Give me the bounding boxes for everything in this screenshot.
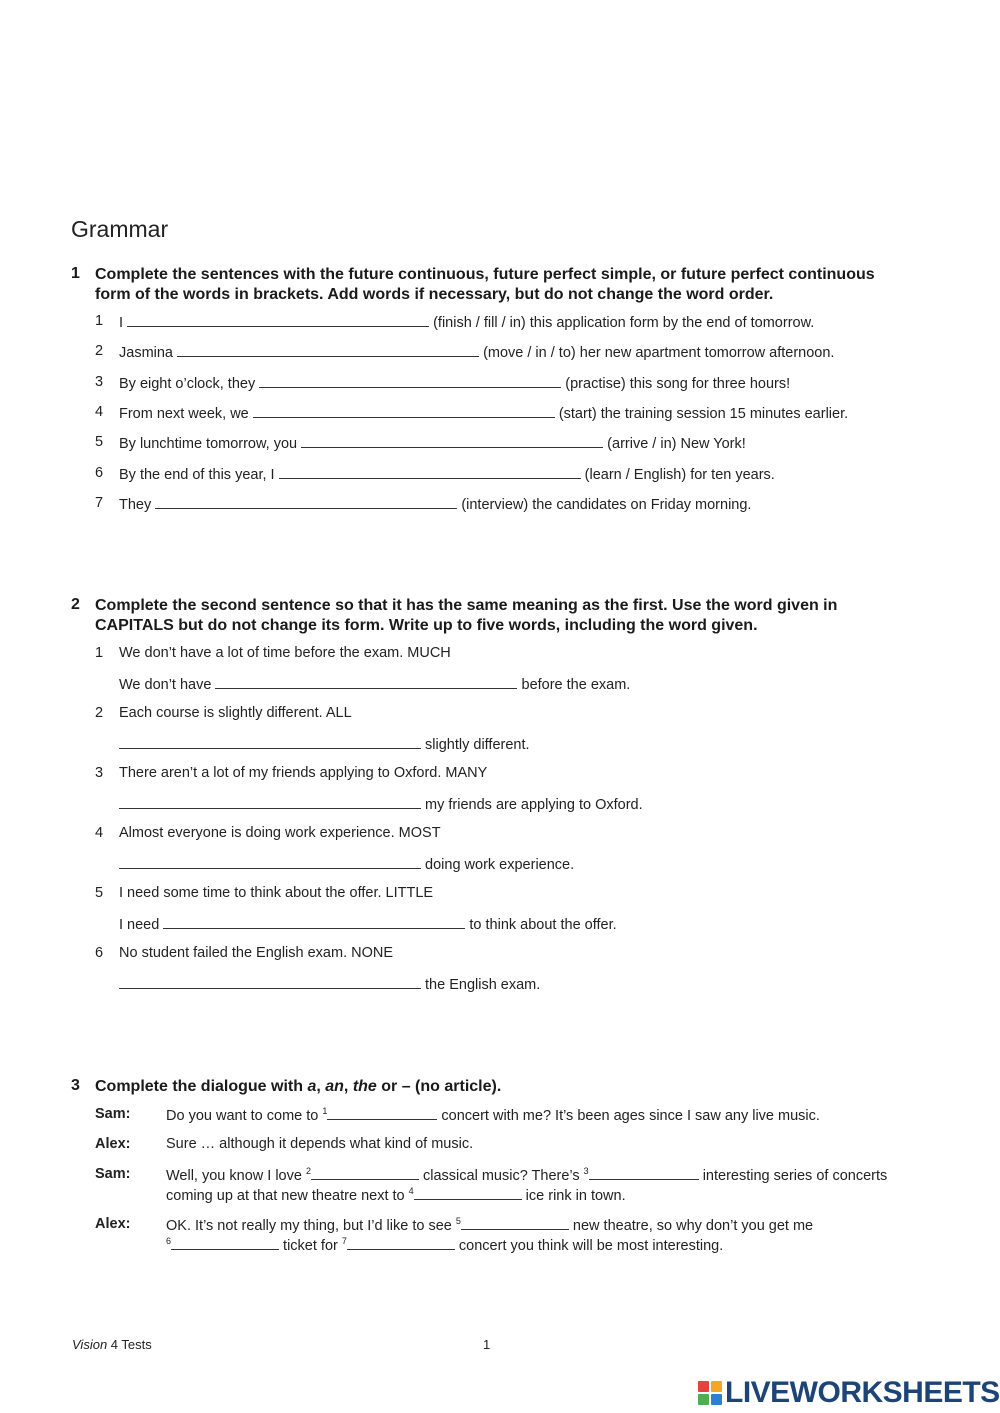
answer-blank[interactable] — [119, 795, 421, 809]
rewrite-end: before the exam. — [521, 677, 631, 693]
sentence-line — [119, 404, 848, 422]
exercise-2-number: 2 — [71, 596, 80, 613]
answer-blank[interactable] — [279, 465, 581, 479]
liveworksheets-logo-text: LIVEWORKSHEETS — [725, 1376, 1000, 1409]
exercise-1-instruction-line2: form of the words in brackets. Add words if necessary, but do not change the word order. — [95, 286, 774, 303]
exercise-2-instruction-line1: Complete the second sentence so that it has the same meaning as the first. Use the word given in — [95, 597, 838, 614]
prompt-sentence: There aren’t a lot of my friends applying to Oxford. MANY — [119, 765, 488, 781]
answer-blank-gap-1[interactable] — [327, 1106, 437, 1120]
speaker-sam: Sam: — [95, 1166, 131, 1182]
answer-blank[interactable] — [163, 915, 465, 929]
rewrite-line — [119, 975, 540, 993]
dialogue-line-4a: OK. It’s not really my thing, but I’d like to see $^5$ new theatre, so why don’t you get me — [166, 1216, 814, 1234]
rewrite-end: the English exam. — [425, 977, 541, 993]
item-number: 4 — [95, 825, 104, 841]
dialogue-line-3a: Well, you know I love $^2$ classical music? There’s $^3$ interesting series of concerts — [166, 1166, 888, 1184]
answer-blank[interactable] — [127, 313, 429, 327]
sentence-start: They — [119, 497, 152, 513]
liveworksheets-logo — [698, 1376, 1000, 1410]
item-number: 7 — [95, 495, 104, 511]
rewrite-line — [119, 735, 530, 753]
answer-blank[interactable] — [301, 434, 603, 448]
item-number: 4 — [95, 404, 104, 420]
rewrite-start: We don’t have — [119, 677, 212, 693]
dialogue-line-2: Sure … although it depends what kind of music. — [166, 1136, 474, 1152]
answer-blank-gap-7[interactable] — [347, 1236, 455, 1250]
answer-blank[interactable] — [253, 404, 555, 418]
exercise-1-instruction-line1: Complete the sentences with the future continuous, future perfect simple, or future perfect continuous — [95, 266, 875, 283]
sentence-line — [119, 495, 751, 513]
prompt-sentence: I need some time to think about the offer. LITTLE — [119, 885, 434, 901]
speaker-alex: Alex: — [95, 1136, 131, 1152]
sentence-end: (arrive / in) New York! — [607, 436, 746, 452]
sentence-line — [119, 434, 746, 452]
answer-blank[interactable] — [119, 855, 421, 869]
sentence-start: I — [119, 315, 124, 331]
sentence-start: Jasmina — [119, 345, 173, 361]
sentence-line — [119, 465, 775, 483]
answer-blank-gap-2[interactable] — [311, 1166, 419, 1180]
rewrite-end: doing work experience. — [425, 857, 575, 873]
item-number: 5 — [95, 885, 104, 901]
rewrite-start: I need — [119, 917, 160, 933]
sentence-end: (start) the training session 15 minutes earlier. — [558, 406, 849, 422]
rewrite-line — [119, 915, 617, 933]
rewrite-end: to think about the offer. — [469, 917, 617, 933]
sentence-start: From next week, we — [119, 406, 249, 422]
rewrite-line — [119, 675, 630, 693]
prompt-sentence: No student failed the English exam. NONE — [119, 945, 394, 961]
sentence-start: By lunchtime tomorrow, you — [119, 436, 298, 452]
answer-blank[interactable] — [119, 975, 421, 989]
liveworksheets-logo-icon — [698, 1381, 722, 1405]
answer-blank[interactable] — [119, 735, 421, 749]
gap-number-1: 1 — [322, 1106, 328, 1116]
sentence-line — [119, 343, 834, 361]
item-number: 3 — [95, 765, 104, 781]
exercise-3-instruction: Complete the dialogue with a, an, the or – (no article). — [95, 1078, 502, 1095]
answer-blank-gap-4[interactable] — [414, 1186, 522, 1200]
prompt-sentence: Each course is slightly different. ALL — [119, 705, 352, 721]
item-number: 2 — [95, 705, 104, 721]
sentence-end: (practise) this song for three hours! — [565, 376, 791, 392]
rewrite-end: my friends are applying to Oxford. — [425, 797, 643, 813]
answer-blank[interactable] — [259, 374, 561, 388]
speaker-sam: Sam: — [95, 1106, 131, 1122]
item-number: 6 — [95, 465, 104, 481]
sentence-start: By eight o’clock, they — [119, 376, 256, 392]
exercise-1-number: 1 — [71, 265, 80, 282]
sentence-end: (learn / English) for ten years. — [584, 467, 775, 483]
sentence-line — [119, 374, 790, 392]
section-title: Grammar — [71, 216, 169, 242]
rewrite-end: slightly different. — [425, 737, 530, 753]
sentence-start: By the end of this year, I — [119, 467, 275, 483]
dialogue-line-1: Do you want to come to $^1$ concert with me? It’s been ages since I saw any live music. — [166, 1106, 820, 1124]
sentence-end: (move / in / to) her new apartment tomorrow afternoon. — [483, 345, 835, 361]
answer-blank[interactable] — [215, 675, 517, 689]
item-number: 3 — [95, 374, 104, 390]
item-number: 5 — [95, 434, 104, 450]
prompt-sentence: Almost everyone is doing work experience. MOST — [119, 825, 441, 841]
dialogue-line-4b: $^6$ ticket for $^7$ concert you think will be most interesting. — [166, 1236, 724, 1254]
item-number: 1 — [95, 313, 104, 329]
rewrite-line — [119, 855, 574, 873]
item-number: 6 — [95, 945, 104, 961]
sentence-end: (interview) the candidates on Friday morning. — [461, 497, 752, 513]
answer-blank-gap-3[interactable] — [589, 1166, 699, 1180]
footer-book-title: Vision 4 Tests — [72, 1337, 152, 1352]
prompt-sentence: We don’t have a lot of time before the exam. MUCH — [119, 645, 451, 661]
speaker-alex: Alex: — [95, 1216, 131, 1232]
sentence-line — [119, 313, 814, 331]
answer-blank[interactable] — [155, 495, 457, 509]
exercise-3-number: 3 — [71, 1077, 80, 1094]
item-number: 1 — [95, 645, 104, 661]
answer-blank-gap-5[interactable] — [461, 1216, 569, 1230]
item-number: 2 — [95, 343, 104, 359]
exercise-2-instruction-line2: CAPITALS but do not change its form. Write up to five words, including the word given. — [95, 617, 758, 634]
answer-blank-gap-6[interactable] — [171, 1236, 279, 1250]
sentence-end: (finish / fill / in) this application form by the end of tomorrow. — [433, 315, 815, 331]
footer-page-number: 1 — [483, 1337, 491, 1352]
dialogue-line-3b: coming up at that new theatre next to $^4$ ice rink in town. — [166, 1186, 626, 1204]
rewrite-line — [119, 795, 643, 813]
answer-blank[interactable] — [177, 343, 479, 357]
